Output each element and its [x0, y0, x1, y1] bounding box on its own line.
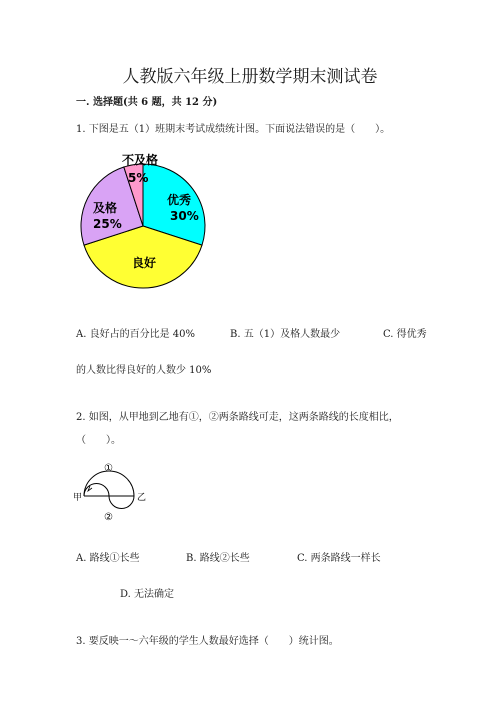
pie-chart — [60, 150, 230, 310]
page-title: 人教版六年级上册数学期末测试卷 — [122, 67, 378, 87]
pie-value-bujige: 5% — [128, 171, 149, 185]
q2-option-c[interactable]: C. 两条路线一样长 — [297, 553, 381, 564]
q2-option-d[interactable]: D. 无法确定 — [120, 589, 175, 600]
route-figure — [70, 462, 160, 524]
start-point-label: 甲 — [73, 493, 83, 503]
pie-value-jige: 25% — [93, 217, 122, 231]
q2-option-a[interactable]: A. 路线①长些 — [76, 553, 140, 564]
pie-label-jige: 及格 — [93, 201, 118, 215]
route-1-big-arc — [84, 471, 134, 496]
pie-label-bujige: 不及格 — [122, 153, 159, 167]
route-2-marker: ② — [104, 512, 113, 523]
route-1-marker: ① — [104, 463, 113, 474]
pie-label-lianghao: 良好 — [132, 256, 157, 270]
q1-option-a[interactable]: A. 良好占的百分比是 40% — [76, 329, 195, 340]
pie-label-youxiu: 优秀 — [167, 193, 192, 207]
q1-option-c[interactable]: C. 得优秀 — [383, 329, 427, 340]
pie-value-youxiu: 30% — [170, 209, 199, 223]
q1-option-b[interactable]: B. 五（1）及格人数最少 — [230, 329, 341, 340]
question-2-stem-continued: （ ）。 — [76, 435, 121, 446]
question-1-stem: 1. 下图是五（1）班期末考试成绩统计图。下面说法错误的是（ ）。 — [76, 124, 391, 135]
end-point-label: 乙 — [137, 493, 147, 503]
question-3-stem: 3. 要反映一～六年级的学生人数最好选择（ ）统计图。 — [76, 636, 339, 647]
question-2-stem: 2. 如图，从甲地到乙地有①，②两条路线可走，这两条路线的长度相比， — [76, 412, 399, 423]
q1-option-c-continued: 的人数比得良好的人数少 10% — [76, 365, 212, 376]
section-heading: 一. 选择题(共 6 题，共 12 分) — [76, 97, 218, 108]
q2-option-b[interactable]: B. 路线②长些 — [186, 553, 250, 564]
